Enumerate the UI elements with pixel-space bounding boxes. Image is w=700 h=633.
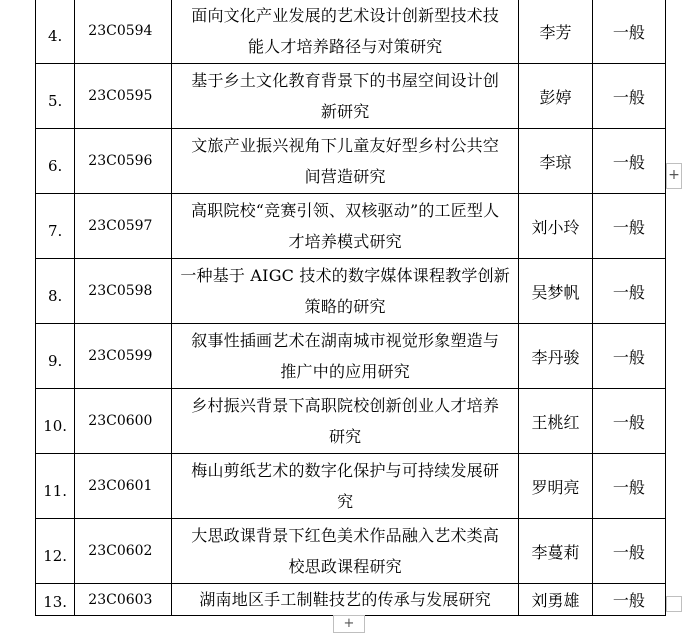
project-level-cell[interactable] [592,324,665,389]
project-id-cell[interactable] [75,389,172,454]
project-leader-cell[interactable] [519,194,592,259]
project-leader: 王桃红 [531,412,580,432]
project-level: 一般 [612,477,645,497]
project-level: 一般 [612,217,645,237]
project-table [35,0,666,616]
project-level: 一般 [612,347,645,367]
project-level-cell[interactable] [592,0,665,64]
project-leader: 刘小玲 [531,217,580,237]
project-title-cell[interactable] [171,129,518,194]
project-title-cell[interactable] [171,389,518,454]
project-title-line: 面向文化产业发展的艺术设计创新型技术技 [191,6,500,25]
project-leader: 罗明亮 [531,477,580,497]
project-id: 23C0599 [88,348,153,364]
project-title-line: 能人才培养路径与对策研究 [247,37,443,56]
project-id: 23C0598 [88,283,153,299]
project-title-line: 新研究 [320,102,370,121]
project-title-line: 间营造研究 [304,167,386,186]
row-number: 5. [47,92,63,110]
project-leader: 李蔓莉 [531,542,580,562]
project-id: 23C0595 [88,88,153,104]
project-leader-cell[interactable] [519,0,592,64]
row-number: 12. [43,547,68,565]
project-title-line: 文旅产业振兴视角下儿童友好型乡村公共空 [191,136,500,155]
row-number: 7. [47,222,63,240]
row-number: 9. [47,352,63,370]
project-leader-cell[interactable] [519,259,592,324]
project-leader-cell[interactable] [519,324,592,389]
project-leader: 吴梦帆 [531,282,580,302]
row-number-cell[interactable] [36,584,75,616]
project-id-cell[interactable] [75,129,172,194]
project-id: 23C0596 [88,153,153,169]
project-title-line: 究 [337,492,354,511]
project-leader: 刘勇雄 [531,591,580,610]
project-title-line: 乡村振兴背景下高职院校创新创业人才培养 [191,396,500,415]
row-number: 8. [47,287,63,305]
table-row [36,389,666,454]
table-row [36,584,666,616]
row-number: 13. [43,592,68,611]
project-title-cell[interactable] [171,194,518,259]
project-level-cell[interactable] [592,584,665,616]
project-title-cell[interactable] [171,259,518,324]
row-number-cell[interactable] [36,194,75,259]
row-number-cell[interactable] [36,519,75,584]
row-number: 11. [43,482,68,500]
project-title-line: 策略的研究 [304,297,386,316]
project-title-line: 研究 [328,427,362,446]
project-leader: 彭婷 [539,87,572,107]
table-resize-handle[interactable] [666,596,682,612]
project-level: 一般 [612,591,645,610]
project-leader: 李芳 [539,22,572,42]
project-id-cell[interactable] [75,519,172,584]
project-leader-cell[interactable] [519,129,592,194]
row-number-cell[interactable] [36,259,75,324]
table-row [36,519,666,584]
project-level: 一般 [612,87,645,107]
add-row-button[interactable]: + [333,615,365,633]
project-leader-cell[interactable] [519,454,592,519]
project-title-line: 湖南地区手工制鞋技艺的传承与发展研究 [199,590,491,609]
project-id-cell[interactable] [75,259,172,324]
project-title-cell[interactable] [171,584,518,616]
project-id: 23C0601 [88,478,153,494]
project-title-line: 推广中的应用研究 [280,362,410,381]
project-title-line: 基于乡土文化教育背景下的书屋空间设计创 [191,71,500,90]
project-id-cell[interactable] [75,324,172,389]
project-title-line: 高职院校“竞赛引领、双核驱动”的工匠型人 [190,201,500,220]
project-level-cell[interactable] [592,259,665,324]
project-title-line: 才培养模式研究 [288,232,402,251]
row-number-cell[interactable] [36,64,75,129]
project-level: 一般 [612,412,645,432]
project-id-cell[interactable] [75,0,172,64]
project-level: 一般 [612,22,645,42]
project-title-cell[interactable] [171,519,518,584]
project-title-line: 叙事性插画艺术在湖南城市视觉形象塑造与 [191,331,500,350]
table-row [36,259,666,324]
row-number: 4. [47,27,63,45]
project-level-cell[interactable] [592,454,665,519]
project-leader-cell[interactable] [519,519,592,584]
row-number: 6. [47,157,63,175]
project-level-cell[interactable] [592,129,665,194]
table-row [36,194,666,259]
row-number-cell[interactable] [36,389,75,454]
project-title-cell[interactable] [171,454,518,519]
project-leader-cell[interactable] [519,584,592,616]
project-id: 23C0594 [88,23,153,39]
project-id-cell[interactable] [75,584,172,616]
table-row [36,64,666,129]
project-leader: 李琼 [539,152,572,172]
project-leader: 李丹骏 [531,347,580,367]
project-id: 23C0602 [88,543,153,559]
row-number-cell[interactable] [36,129,75,194]
project-level-cell[interactable] [592,64,665,129]
table-row [36,454,666,519]
project-level: 一般 [612,542,645,562]
project-leader-cell[interactable] [519,389,592,454]
project-level: 一般 [612,152,645,172]
project-id: 23C0600 [88,413,153,429]
table-row [36,129,666,194]
project-id-cell[interactable] [75,64,172,129]
project-title-line: 梅山剪纸艺术的数字化保护与可持续发展研 [191,461,500,480]
project-id-cell[interactable] [75,454,172,519]
table-row [36,324,666,389]
project-title-cell[interactable] [171,0,518,64]
row-number-cell[interactable] [36,454,75,519]
add-column-button[interactable]: + [666,163,682,189]
table-row [36,0,666,64]
project-level-cell[interactable] [592,389,665,454]
row-number: 10. [43,417,68,435]
project-title-cell[interactable] [171,324,518,389]
project-id-cell[interactable] [75,194,172,259]
project-table-body [36,0,666,616]
row-number-cell[interactable] [36,324,75,389]
project-id: 23C0603 [88,591,153,608]
project-level-cell[interactable] [592,519,665,584]
project-id: 23C0597 [88,218,153,234]
project-title-line: 校思政课程研究 [288,557,402,576]
project-level-cell[interactable] [592,194,665,259]
project-title-line: 一种基于 AIGC 技术的数字媒体课程教学创新 [180,266,510,285]
row-number-cell[interactable] [36,0,75,64]
project-title-line: 大思政课背景下红色美术作品融入艺术类高 [191,526,500,545]
project-title-cell[interactable] [171,64,518,129]
project-level: 一般 [612,282,645,302]
project-leader-cell[interactable] [519,64,592,129]
